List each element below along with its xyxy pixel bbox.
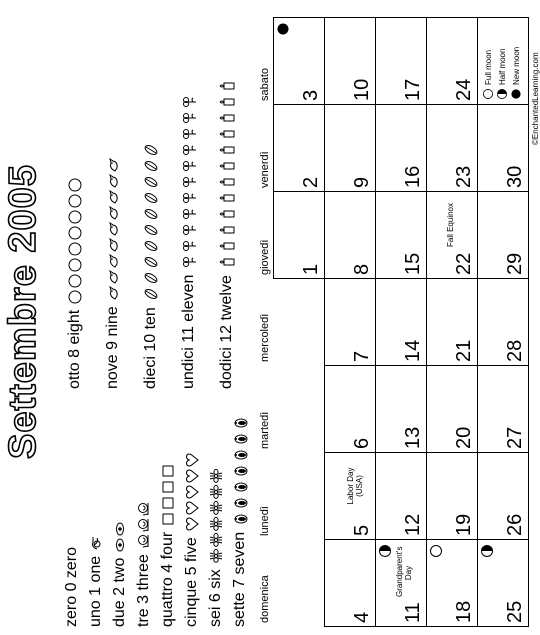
calendar-date: 28 <box>504 339 526 362</box>
grid-line-v <box>324 365 529 366</box>
legend-label: New moon <box>511 46 521 85</box>
penguin-icon <box>232 496 248 510</box>
day-name: lunedì <box>259 506 271 536</box>
day-name: venerdì <box>259 151 271 188</box>
square-icon <box>160 496 176 510</box>
calendar-date: 17 <box>402 78 424 101</box>
candle-icon <box>219 191 235 205</box>
bird-icon <box>105 190 121 204</box>
day-name: giovedì <box>259 239 271 275</box>
counting-pictures <box>67 178 83 304</box>
flower-icon <box>181 175 197 189</box>
legend-item <box>511 47 521 99</box>
grid-line-v <box>324 452 529 453</box>
bird-icon <box>105 174 121 188</box>
counting-pictures <box>88 536 104 550</box>
ant-icon <box>208 517 224 531</box>
circle-icon <box>67 258 83 272</box>
website-credit: ©EnchantedLearning.com <box>531 52 540 145</box>
legend-label: Full moon <box>483 49 493 85</box>
circle-icon <box>67 242 83 256</box>
hand-pointer-icon <box>88 536 104 550</box>
calendar-date: 22 <box>453 252 475 275</box>
candle-icon <box>219 79 235 93</box>
number-label: undici 11 eleven <box>180 274 197 389</box>
counting-pictures <box>184 453 200 531</box>
candle-icon <box>219 255 235 269</box>
calendar-date: 6 <box>351 437 373 449</box>
calendar-date: 8 <box>351 263 373 275</box>
number-row <box>180 453 204 627</box>
circle-icon <box>67 226 83 240</box>
penguin-icon <box>232 480 248 494</box>
counting-pictures <box>136 502 152 548</box>
flower-icon <box>181 143 197 157</box>
penguin-icon <box>232 464 248 478</box>
legend-item <box>483 50 493 99</box>
number-label: due 2 two <box>111 557 128 627</box>
calendar-date: 23 <box>453 165 475 188</box>
calendar-date: 20 <box>453 426 475 449</box>
flower-icon <box>181 127 197 141</box>
calendar-date: 15 <box>402 252 424 275</box>
counting-pictures <box>219 79 235 269</box>
number-label: quattro 4 four <box>159 531 176 627</box>
heart-icon <box>184 485 200 499</box>
half-moon-icon <box>497 89 507 99</box>
leaf-icon <box>143 159 159 173</box>
counting-pictures <box>160 464 176 526</box>
leaf-icon <box>143 207 159 221</box>
eye-icon <box>112 522 128 536</box>
calendar-date: 24 <box>453 78 475 101</box>
leaf-icon <box>143 271 159 285</box>
number-row <box>132 502 156 627</box>
bird-icon <box>105 158 121 172</box>
square-icon <box>160 464 176 478</box>
bird-icon <box>105 238 121 252</box>
leaf-icon <box>143 175 159 189</box>
flower-icon <box>181 207 197 221</box>
number-label: sette 7 seven <box>231 531 248 627</box>
number-row <box>204 469 228 627</box>
page-title: Settembre 2005 <box>2 164 44 459</box>
heart-icon <box>184 453 200 467</box>
number-row <box>212 79 242 389</box>
grid-line-v <box>324 626 529 627</box>
bird-icon <box>105 222 121 236</box>
grid-line-v <box>273 191 529 192</box>
number-label: cinque 5 five <box>183 537 200 627</box>
calendar-date: 2 <box>300 176 322 188</box>
calendar-date: 1 <box>300 263 322 275</box>
calendar-date: 11 <box>402 602 424 623</box>
half-moon-icon <box>481 545 493 557</box>
circle-icon <box>67 274 83 288</box>
grid-line-h <box>426 17 427 627</box>
counting-pictures <box>232 416 248 526</box>
candle-icon <box>219 207 235 221</box>
day-name: sabato <box>259 67 271 101</box>
grid-line-h <box>375 17 376 627</box>
grid-line-v <box>273 104 529 105</box>
calendar-date: 5 <box>351 524 373 536</box>
flower-icon <box>181 239 197 253</box>
heart-icon <box>184 501 200 515</box>
heart-icon <box>184 469 200 483</box>
number-row <box>136 143 166 389</box>
number-label: sei 6 six <box>207 569 224 627</box>
calendar-date: 13 <box>402 426 424 449</box>
candle-icon <box>219 143 235 157</box>
ant-icon <box>208 549 224 563</box>
candle-icon <box>219 239 235 253</box>
calendar-date: 18 <box>453 600 475 623</box>
calendar-date: 7 <box>351 350 373 362</box>
snail-icon <box>136 518 152 532</box>
counting-pictures <box>105 158 121 300</box>
counting-pictures <box>208 469 224 563</box>
legend-label: Half moon <box>497 48 507 85</box>
bird-icon <box>105 206 121 220</box>
calendar-grid <box>255 16 540 627</box>
leaf-icon <box>143 223 159 237</box>
number-label: zero 0 zero <box>63 546 80 627</box>
full-moon-icon <box>430 545 442 557</box>
number-label: dodici 12 twelve <box>218 275 235 389</box>
new-moon-icon <box>277 23 289 35</box>
holiday-note: Fall Equinox <box>446 202 455 248</box>
snail-icon <box>136 534 152 548</box>
candle-icon <box>219 175 235 189</box>
number-label: uno 1 one <box>87 555 104 627</box>
half-moon-icon <box>379 545 391 557</box>
penguin-icon <box>232 448 248 462</box>
day-name: martedì <box>259 411 271 449</box>
new-moon-icon <box>511 89 521 99</box>
flower-icon <box>181 223 197 237</box>
heart-icon <box>184 517 200 531</box>
holiday-note: Labor Day (USA) <box>346 467 364 505</box>
bird-icon <box>105 254 121 268</box>
day-name: mercoledì <box>259 313 271 362</box>
legend-item <box>497 49 507 99</box>
number-label: dieci 10 ten <box>142 307 159 389</box>
calendar-date: 14 <box>402 339 424 362</box>
ant-icon <box>208 485 224 499</box>
calendar-date: 26 <box>504 513 526 536</box>
number-row <box>174 95 204 389</box>
grid-line-h <box>528 17 529 627</box>
number-row <box>84 536 108 627</box>
calendar-date: 4 <box>351 611 373 623</box>
grid-line-v <box>273 17 529 18</box>
ant-icon <box>208 501 224 515</box>
leaf-icon <box>143 255 159 269</box>
calendar-date: 10 <box>351 78 373 101</box>
number-label: nove 9 nine <box>104 306 121 389</box>
calendar-date: 25 <box>504 600 526 623</box>
number-row <box>60 547 84 627</box>
number-row <box>60 178 90 389</box>
number-label: otto 8 eight <box>66 309 83 389</box>
square-icon <box>160 480 176 494</box>
square-icon <box>160 512 176 526</box>
candle-icon <box>219 111 235 125</box>
number-row <box>228 416 252 627</box>
grid-line-h <box>273 17 274 279</box>
number-row <box>108 522 132 627</box>
leaf-icon <box>143 239 159 253</box>
leaf-icon <box>143 191 159 205</box>
calendar-date: 27 <box>504 426 526 449</box>
number-row <box>98 158 128 389</box>
number-row <box>156 464 180 627</box>
ant-icon <box>208 469 224 483</box>
flower-icon <box>181 191 197 205</box>
candle-icon <box>219 95 235 109</box>
counting-pictures <box>112 522 128 552</box>
candle-icon <box>219 159 235 173</box>
calendar-date: 3 <box>300 89 322 101</box>
calendar-date: 29 <box>504 252 526 275</box>
calendar-date: 12 <box>402 513 424 536</box>
bird-icon <box>105 286 121 300</box>
circle-icon <box>67 194 83 208</box>
grid-line-h <box>477 17 478 627</box>
calendar-date: 19 <box>453 513 475 536</box>
grid-line-v <box>324 539 529 540</box>
calendar-date: 21 <box>453 339 475 362</box>
calendar-date: 16 <box>402 165 424 188</box>
flower-icon <box>181 255 197 269</box>
leaf-icon <box>143 287 159 301</box>
ant-icon <box>208 533 224 547</box>
grid-line-h <box>324 279 325 627</box>
day-name: domenica <box>259 575 271 623</box>
calendar-date: 30 <box>504 165 526 188</box>
grid-line-v <box>273 278 529 279</box>
circle-icon <box>67 178 83 192</box>
counting-pictures <box>181 95 197 269</box>
flower-icon <box>181 95 197 109</box>
full-moon-icon <box>483 89 493 99</box>
calendar-date: 9 <box>351 176 373 188</box>
bird-icon <box>105 270 121 284</box>
circle-icon <box>67 290 83 304</box>
penguin-icon <box>232 512 248 526</box>
candle-icon <box>219 223 235 237</box>
candle-icon <box>219 127 235 141</box>
holiday-note: Grandparent's Day <box>395 546 413 597</box>
flower-icon <box>181 159 197 173</box>
circle-icon <box>67 210 83 224</box>
penguin-icon <box>232 432 248 446</box>
penguin-icon <box>232 416 248 430</box>
eye-icon <box>112 538 128 552</box>
flower-icon <box>181 111 197 125</box>
number-label: tre 3 three <box>135 554 152 627</box>
leaf-icon <box>143 143 159 157</box>
snail-icon <box>136 502 152 516</box>
counting-pictures <box>143 143 159 301</box>
